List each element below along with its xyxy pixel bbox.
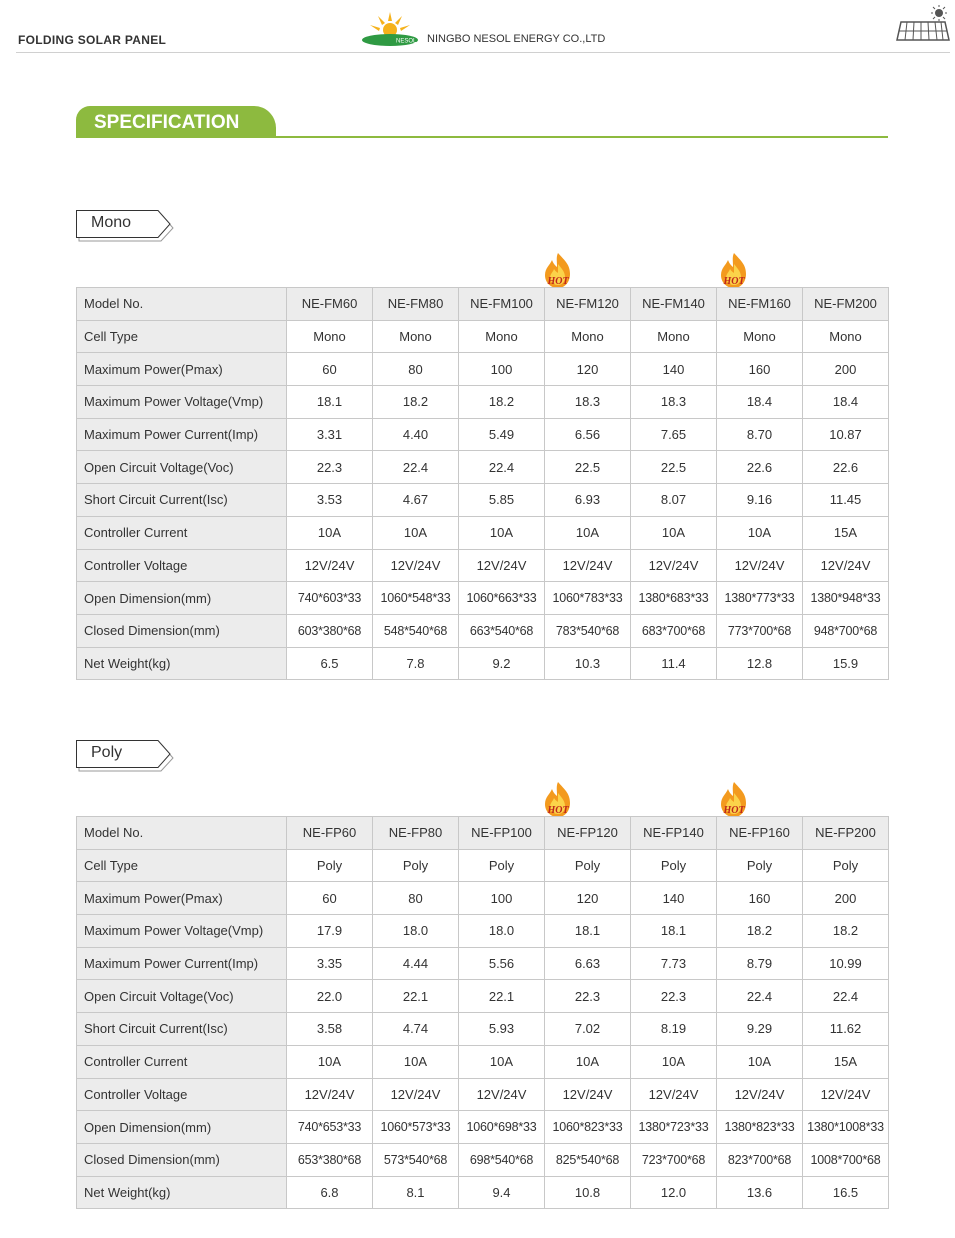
value-cell: 22.6	[717, 451, 803, 484]
value-cell: 22.5	[631, 451, 717, 484]
model-cell: NE-FM60	[287, 288, 373, 321]
table-row	[77, 418, 889, 451]
value-cell: 1380*948*33	[803, 582, 889, 615]
value-cell: 12.8	[717, 647, 803, 680]
value-cell: 22.3	[287, 451, 373, 484]
value-cell: 18.1	[287, 386, 373, 419]
value-cell: 12V/24V	[545, 1078, 631, 1111]
value-cell: 200	[803, 882, 889, 915]
value-cell: 3.58	[287, 1013, 373, 1046]
value-cell: 22.4	[459, 451, 545, 484]
value-cell: Mono	[717, 320, 803, 353]
value-cell: 773*700*68	[717, 614, 803, 647]
table-row	[77, 849, 889, 882]
mono-tag	[76, 210, 176, 242]
row-label: Maximum Power(Pmax)	[77, 353, 287, 386]
value-cell: 160	[717, 353, 803, 386]
value-cell: 9.4	[459, 1176, 545, 1209]
value-cell: 10.87	[803, 418, 889, 451]
value-cell: Mono	[287, 320, 373, 353]
value-cell: Poly	[803, 849, 889, 882]
hot-label: HOT	[547, 276, 569, 287]
value-cell: 740*603*33	[287, 582, 373, 615]
value-cell: 783*540*68	[545, 614, 631, 647]
hot-flame-icon	[718, 252, 750, 290]
value-cell: 15A	[803, 1045, 889, 1078]
value-cell: 60	[287, 882, 373, 915]
specification-banner	[76, 106, 276, 138]
value-cell: 4.40	[373, 418, 459, 451]
value-cell: 1060*548*33	[373, 582, 459, 615]
table-row	[77, 882, 889, 915]
nesol-logo	[360, 10, 422, 55]
row-label: Controller Current	[77, 516, 287, 549]
value-cell: 825*540*68	[545, 1143, 631, 1176]
value-cell: 140	[631, 353, 717, 386]
row-label: Model No.	[77, 817, 287, 850]
value-cell: 120	[545, 882, 631, 915]
value-cell: 5.93	[459, 1013, 545, 1046]
table-row	[77, 484, 889, 517]
value-cell: 10A	[287, 516, 373, 549]
value-cell: 10A	[545, 516, 631, 549]
value-cell: 12V/24V	[631, 1078, 717, 1111]
value-cell: 18.4	[717, 386, 803, 419]
value-cell: 5.85	[459, 484, 545, 517]
value-cell: 1060*663*33	[459, 582, 545, 615]
value-cell: 6.8	[287, 1176, 373, 1209]
model-cell: NE-FP100	[459, 817, 545, 850]
value-cell: 22.0	[287, 980, 373, 1013]
value-cell: Mono	[373, 320, 459, 353]
value-cell: 603*380*68	[287, 614, 373, 647]
table-row	[77, 947, 889, 980]
value-cell: 10.3	[545, 647, 631, 680]
value-cell: 100	[459, 882, 545, 915]
value-cell: 7.65	[631, 418, 717, 451]
row-label: Closed Dimension(mm)	[77, 1143, 287, 1176]
value-cell: 6.56	[545, 418, 631, 451]
value-cell: 13.6	[717, 1176, 803, 1209]
table-row	[77, 915, 889, 948]
value-cell: 11.4	[631, 647, 717, 680]
row-label: Closed Dimension(mm)	[77, 614, 287, 647]
value-cell: 4.67	[373, 484, 459, 517]
value-cell: 10A	[545, 1045, 631, 1078]
value-cell: 18.3	[631, 386, 717, 419]
value-cell: 3.53	[287, 484, 373, 517]
value-cell: 683*700*68	[631, 614, 717, 647]
table-row	[77, 386, 889, 419]
table-row	[77, 582, 889, 615]
value-cell: Poly	[717, 849, 803, 882]
model-cell: NE-FP80	[373, 817, 459, 850]
value-cell: 1380*723*33	[631, 1111, 717, 1144]
table-row	[77, 1143, 889, 1176]
solar-panel-icon	[895, 4, 951, 49]
mono-spec-table	[76, 287, 889, 680]
value-cell: 60	[287, 353, 373, 386]
value-cell: 18.2	[803, 915, 889, 948]
poly-tag	[76, 740, 176, 772]
table-row	[77, 451, 889, 484]
value-cell: 12V/24V	[459, 1078, 545, 1111]
value-cell: 7.02	[545, 1013, 631, 1046]
value-cell: 18.2	[717, 915, 803, 948]
table-row	[77, 320, 889, 353]
value-cell: 4.74	[373, 1013, 459, 1046]
table-row	[77, 516, 889, 549]
value-cell: 9.2	[459, 647, 545, 680]
value-cell: 22.6	[803, 451, 889, 484]
value-cell: 7.8	[373, 647, 459, 680]
value-cell: 5.56	[459, 947, 545, 980]
row-label: Cell Type	[77, 320, 287, 353]
value-cell: 80	[373, 882, 459, 915]
value-cell: 18.3	[545, 386, 631, 419]
value-cell: 573*540*68	[373, 1143, 459, 1176]
value-cell: 100	[459, 353, 545, 386]
value-cell: 22.4	[373, 451, 459, 484]
value-cell: 160	[717, 882, 803, 915]
value-cell: 11.45	[803, 484, 889, 517]
value-cell: 10.99	[803, 947, 889, 980]
table-row	[77, 980, 889, 1013]
value-cell: 16.5	[803, 1176, 889, 1209]
row-label: Model No.	[77, 288, 287, 321]
table-row	[77, 1013, 889, 1046]
value-cell: 1060*573*33	[373, 1111, 459, 1144]
value-cell: 10A	[717, 1045, 803, 1078]
value-cell: 12V/24V	[717, 549, 803, 582]
model-cell: NE-FM100	[459, 288, 545, 321]
value-cell: 10A	[373, 1045, 459, 1078]
value-cell: 22.3	[631, 980, 717, 1013]
table-row	[77, 1045, 889, 1078]
value-cell: 1060*698*33	[459, 1111, 545, 1144]
value-cell: Mono	[631, 320, 717, 353]
value-cell: 740*653*33	[287, 1111, 373, 1144]
model-cell: NE-FM160	[717, 288, 803, 321]
row-label: Maximum Power Current(Imp)	[77, 418, 287, 451]
document-header-title: FOLDING SOLAR PANEL	[18, 33, 167, 47]
value-cell: 653*380*68	[287, 1143, 373, 1176]
value-cell: Poly	[287, 849, 373, 882]
table-row	[77, 1176, 889, 1209]
value-cell: 12V/24V	[287, 549, 373, 582]
hot-flame-icon	[542, 252, 574, 290]
value-cell: 12V/24V	[287, 1078, 373, 1111]
value-cell: 12V/24V	[459, 549, 545, 582]
row-label: Open Dimension(mm)	[77, 582, 287, 615]
value-cell: 22.4	[717, 980, 803, 1013]
specification-rule	[76, 136, 888, 138]
value-cell: Poly	[373, 849, 459, 882]
model-cell: NE-FM120	[545, 288, 631, 321]
value-cell: 1380*823*33	[717, 1111, 803, 1144]
value-cell: 1008*700*68	[803, 1143, 889, 1176]
row-label: Open Dimension(mm)	[77, 1111, 287, 1144]
value-cell: 663*540*68	[459, 614, 545, 647]
value-cell: 7.73	[631, 947, 717, 980]
table-row	[77, 1078, 889, 1111]
table-row	[77, 353, 889, 386]
value-cell: 80	[373, 353, 459, 386]
value-cell: 15A	[803, 516, 889, 549]
value-cell: 12V/24V	[717, 1078, 803, 1111]
value-cell: 6.5	[287, 647, 373, 680]
value-cell: 18.2	[459, 386, 545, 419]
value-cell: 6.93	[545, 484, 631, 517]
hot-flame-icon	[542, 781, 574, 819]
value-cell: 3.31	[287, 418, 373, 451]
poly-tag-label: Poly	[91, 744, 123, 761]
value-cell: 1060*783*33	[545, 582, 631, 615]
row-label: Controller Current	[77, 1045, 287, 1078]
value-cell: 12V/24V	[373, 1078, 459, 1111]
model-cell: NE-FM140	[631, 288, 717, 321]
hot-label: HOT	[723, 805, 745, 816]
value-cell: Mono	[459, 320, 545, 353]
value-cell: 10A	[631, 516, 717, 549]
model-cell: NE-FP120	[545, 817, 631, 850]
row-label: Cell Type	[77, 849, 287, 882]
value-cell: 10A	[373, 516, 459, 549]
poly-spec-table	[76, 816, 889, 1209]
value-cell: 22.4	[803, 980, 889, 1013]
value-cell: 11.62	[803, 1013, 889, 1046]
value-cell: 10A	[459, 516, 545, 549]
table-row	[77, 1111, 889, 1144]
value-cell: 18.1	[631, 915, 717, 948]
value-cell: 12V/24V	[803, 549, 889, 582]
value-cell: 18.2	[373, 386, 459, 419]
value-cell: 12V/24V	[803, 1078, 889, 1111]
value-cell: 18.1	[545, 915, 631, 948]
value-cell: 6.63	[545, 947, 631, 980]
model-cell: NE-FM200	[803, 288, 889, 321]
value-cell: 1380*1008*33	[803, 1111, 889, 1144]
value-cell: 200	[803, 353, 889, 386]
row-label: Controller Voltage	[77, 1078, 287, 1111]
value-cell: 22.1	[459, 980, 545, 1013]
value-cell: 4.44	[373, 947, 459, 980]
row-label: Maximum Power Current(Imp)	[77, 947, 287, 980]
value-cell: 10.8	[545, 1176, 631, 1209]
value-cell: 8.79	[717, 947, 803, 980]
value-cell: 9.29	[717, 1013, 803, 1046]
value-cell: Mono	[803, 320, 889, 353]
value-cell: 18.0	[459, 915, 545, 948]
value-cell: Poly	[631, 849, 717, 882]
value-cell: Poly	[545, 849, 631, 882]
table-row	[77, 614, 889, 647]
value-cell: 548*540*68	[373, 614, 459, 647]
value-cell: 8.19	[631, 1013, 717, 1046]
table-row	[77, 549, 889, 582]
model-cell: NE-FP200	[803, 817, 889, 850]
value-cell: 15.9	[803, 647, 889, 680]
value-cell: 723*700*68	[631, 1143, 717, 1176]
sun-icon	[370, 12, 410, 37]
hot-label: HOT	[547, 805, 569, 816]
value-cell: 1380*773*33	[717, 582, 803, 615]
value-cell: 3.35	[287, 947, 373, 980]
value-cell: 823*700*68	[717, 1143, 803, 1176]
value-cell: 12.0	[631, 1176, 717, 1209]
value-cell: 1380*683*33	[631, 582, 717, 615]
value-cell: 1060*823*33	[545, 1111, 631, 1144]
value-cell: 12V/24V	[631, 549, 717, 582]
value-cell: Poly	[459, 849, 545, 882]
logo-wordmark: NESOL	[396, 38, 417, 45]
model-cell: NE-FP160	[717, 817, 803, 850]
table-row	[77, 288, 889, 321]
row-label: Net Weight(kg)	[77, 647, 287, 680]
value-cell: 10A	[631, 1045, 717, 1078]
value-cell: 10A	[287, 1045, 373, 1078]
value-cell: 5.49	[459, 418, 545, 451]
value-cell: 8.1	[373, 1176, 459, 1209]
mono-tag-label: Mono	[91, 214, 132, 231]
value-cell: 18.4	[803, 386, 889, 419]
row-label: Maximum Power Voltage(Vmp)	[77, 386, 287, 419]
value-cell: 10A	[717, 516, 803, 549]
model-cell: NE-FM80	[373, 288, 459, 321]
table-row	[77, 647, 889, 680]
hot-flame-icon	[718, 781, 750, 819]
row-label: Open Circuit Voltage(Voc)	[77, 980, 287, 1013]
row-label: Short Circuit Current(Isc)	[77, 1013, 287, 1046]
section-title: SPECIFICATION	[94, 112, 240, 133]
header-divider	[16, 52, 950, 53]
value-cell: 22.3	[545, 980, 631, 1013]
value-cell: 8.70	[717, 418, 803, 451]
model-cell: NE-FP140	[631, 817, 717, 850]
value-cell: 9.16	[717, 484, 803, 517]
value-cell: 698*540*68	[459, 1143, 545, 1176]
value-cell: 948*700*68	[803, 614, 889, 647]
table-row	[77, 817, 889, 850]
row-label: Short Circuit Current(Isc)	[77, 484, 287, 517]
value-cell: Mono	[545, 320, 631, 353]
value-cell: 18.0	[373, 915, 459, 948]
value-cell: 120	[545, 353, 631, 386]
row-label: Maximum Power Voltage(Vmp)	[77, 915, 287, 948]
value-cell: 12V/24V	[545, 549, 631, 582]
value-cell: 22.1	[373, 980, 459, 1013]
company-name: NINGBO NESOL ENERGY CO.,LTD	[427, 33, 606, 45]
value-cell: 12V/24V	[373, 549, 459, 582]
hot-label: HOT	[723, 276, 745, 287]
row-label: Open Circuit Voltage(Voc)	[77, 451, 287, 484]
value-cell: 8.07	[631, 484, 717, 517]
value-cell: 17.9	[287, 915, 373, 948]
value-cell: 22.5	[545, 451, 631, 484]
row-label: Net Weight(kg)	[77, 1176, 287, 1209]
model-cell: NE-FP60	[287, 817, 373, 850]
row-label: Controller Voltage	[77, 549, 287, 582]
value-cell: 140	[631, 882, 717, 915]
row-label: Maximum Power(Pmax)	[77, 882, 287, 915]
value-cell: 10A	[459, 1045, 545, 1078]
